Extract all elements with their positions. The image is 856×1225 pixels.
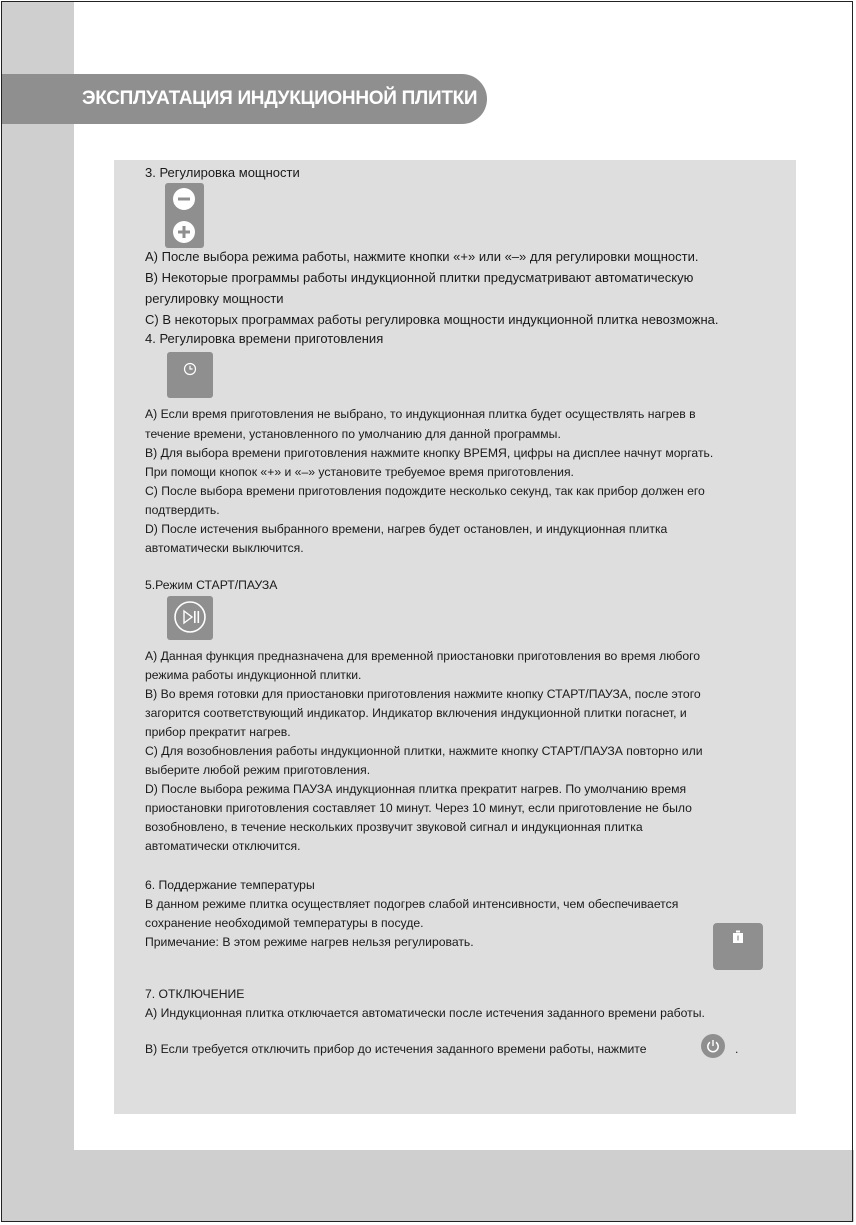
section5-b2: загорится соответствующий индикатор. Индикатор включения индукционной плитки погаснет, и [145, 706, 687, 720]
section5-b3: прибор прекратит нагрев. [145, 725, 291, 739]
section-header-band [2, 74, 487, 124]
section6-note: Примечание: В этом режиме нагрев нельзя регулировать. [145, 935, 474, 949]
section4-a2: течение времени, установленного по умолчанию для данной программы. [145, 427, 561, 441]
section5-a2: режима работы индукционной плитки. [145, 668, 362, 682]
section5-d1: D) После выбора режима ПАУЗА индукционная плитка прекратит нагрев. По умолчанию время [145, 782, 687, 796]
section3-b2: регулировку мощности [145, 291, 284, 306]
section4-b2: При помощи кнопок «+» и «–» установите требуемое время приготовления. [145, 465, 574, 479]
section3-a: А) После выбора режима работы, нажмите кнопки «+» или «–» для регулировки мощности. [145, 249, 699, 264]
section3-c: С) В некоторых программах работы регулировка мощности индукционной плитка невозможна. [145, 312, 719, 327]
page-title: ЭКСПЛУАТАЦИЯ ИНДУКЦИОННОЙ ПЛИТКИ [82, 88, 478, 109]
section5-d4: автоматически отключится. [145, 839, 301, 853]
keep-warm-icon [732, 930, 744, 944]
section6-line1: В данном режиме плитка осуществляет подогрев слабой интенсивности, чем обеспечивается [145, 897, 679, 911]
clock-icon [183, 362, 197, 376]
section4-d1: D) После истечения выбранного времени, нагрев будет остановлен, и индукционная плитка [145, 522, 668, 536]
clock-tile [167, 352, 213, 398]
section5-heading: 5.Режим СТАРТ/ПАУЗА [145, 578, 278, 592]
minus-button-icon [173, 188, 195, 210]
section6-heading: 6. Поддержание температуры [145, 878, 315, 892]
play-pause-tile [167, 596, 213, 640]
section3-b1: В) Некоторые программы работы индукционной плитки предусматривают автоматическую [145, 270, 694, 285]
section5-c1: С) Для возобновления работы индукционной плитки, нажмите кнопку СТАРТ/ПАУЗА повторно или [145, 744, 703, 758]
section3-heading: 3. Регулировка мощности [145, 165, 300, 180]
section5-d3: возобновлено, в течение нескольких прозвучит звуковой сигнал и индукционная плитка [145, 820, 643, 834]
section4-d2: автоматически выключится. [145, 541, 304, 555]
section4-b1: В) Для выбора времени приготовления нажмите кнопку ВРЕМЯ, цифры на дисплее начнут моргать. [145, 446, 714, 460]
play-pause-icon [173, 600, 207, 634]
section5-c2: выберите любой режим приготовления. [145, 763, 371, 777]
section4-c2: подтвердить. [145, 503, 220, 517]
plus-button-icon [173, 221, 195, 243]
section6-line2: сохранение необходимой температуры в посуде. [145, 916, 424, 930]
section7-b: В) Если требуется отключить прибор до истечения заданного времени работы, нажмите [145, 1042, 647, 1056]
section5-a1: А) Данная функция предназначена для временной приостановки приготовления во время любого [145, 649, 701, 663]
section7-b-end: . [735, 1042, 739, 1056]
power-button-tile [701, 1034, 725, 1058]
section5-b1: В) Во время готовки для приостановки приготовления нажмите кнопку СТАРТ/ПАУЗА, после этого [145, 687, 701, 701]
section4-a1: А) Если время приготовления не выбрано, то индукционная плитка будет осуществлять нагрев в [145, 407, 696, 421]
power-buttons-tile [165, 183, 204, 248]
keep-warm-tile [713, 923, 763, 970]
section5-d2: приостановки приготовления составляет 10 минут. Через 10 минут, если приготовление не было [145, 801, 692, 815]
section4-heading: 4. Регулировка времени приготовления [145, 331, 384, 346]
section7-heading: 7. ОТКЛЮЧЕНИЕ [145, 987, 245, 1001]
section4-c1: С) После выбора времени приготовления подождите несколько секунд, так как прибор должен его [145, 484, 705, 498]
power-icon [705, 1038, 721, 1054]
section7-a: А) Индукционная плитка отключается автоматически после истечения заданного времени работы. [145, 1006, 705, 1020]
